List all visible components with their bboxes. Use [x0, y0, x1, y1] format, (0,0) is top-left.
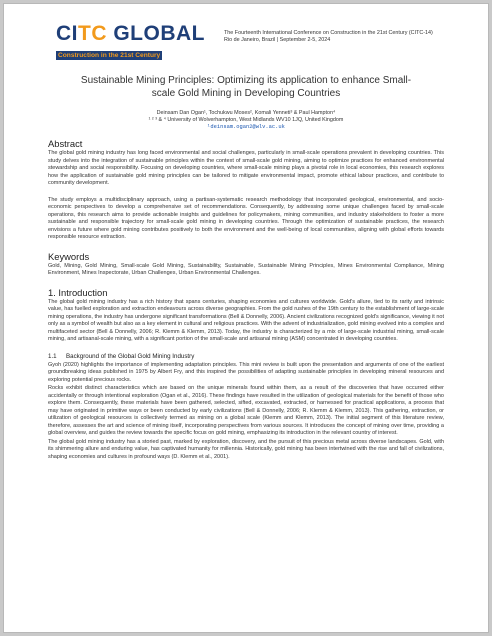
abstract-paragraph-2: The study employs a multidisciplinary approach, using a partisan-systematic research methodology that incorporated geological, environmental, and socio-economic perspectives to develop a comprehensive set of recommendations. Consequently, by addressing some unique challenges faced by small-scale operations, this research aims to provide actionable insights and guidelines for policymakers, mining communities, and industry stakeholders to foster a more sustainable and responsible trajectory for small-scale gold mining in developing countries. Through the optimization of sustainable practices, the research envisions a future where gold mining contributes positively to both the environment and the well-being of local communities, aligning with global efforts towards responsible resource extraction.	[48, 196, 444, 240]
keywords-heading: Keywords	[48, 250, 90, 262]
conference-location-date: Rio de Janeiro, Brazil | September 2-5, 2024	[224, 37, 331, 43]
logo-tagline: Construction in the 21st Century	[58, 52, 161, 59]
section-1-1-paragraph-2: Rocks exhibit distinct characteristics which are based on the unique minerals found within them, as a result of the discoveries that have occurred either accidentally or through intentional exploration (Ogan et al., 2016). These findings have resulted in the utilization of geological materials for the benefit of those who explore them. Consequently, these materials have been gathered, selected, sifted, excavated, extracted, or harnessed for practical applications, a process that may have originated in primitive ways or been conducted by early civilizations (Bell & Donnelly, 2006; R. Klemm & Klemm, 2013). This gathering, extraction, or utilization of geological resources is collectively termed as mining on a global scale (Klemm and Klemm, 2013). The initial segment of this literature review, therefore, assesses the art and science of mining itself, incorporating perspectives from various sources. It introduces the concept of mining over time, providing a global overview, and guides the review towards the specific focus on gold mining, emphasizing its introduction in the relevant country of interest.	[48, 385, 444, 436]
abstract-paragraph-1: The global gold mining industry has long faced environmental and social challenges, particularly in small-scale operations prevalent in developing countries. This study delves into the integration of sustainable principles within the context of small-scale gold mining, aiming to optimize practices for enhanced environmental stewardship and social responsibility. Focusing on developing countries, where small-scale mining plays a pivotal role in local economies, this research explores how the application of sustainable gold mining principles can be tailored to mitigate environmental impact, promote ethical labour practices, and contribute to community development.	[48, 150, 444, 186]
logo-wordmark: CITC GLOBAL	[56, 22, 205, 45]
section-1-1-heading	[48, 353, 444, 361]
author-names: Deinsam Dan Ogan¹, Tochukwu Moses², Komali Yenneti³ & Paul Hampton⁴	[156, 110, 336, 116]
keywords-text: Gold, Mining, Gold Mining, Small-scale Gold Mining, Sustainability, Sustainable, Sustainable Mining Principles, Mines Environmental Compliance, Mining Environment, Mines Inspectorate, Urban Challenges, Urban Environmental Challenges.	[48, 262, 444, 276]
author-affiliation: ¹ ² ³ & ⁴ University of Wolverhampton, West Midlands WV10 1JQ, United Kingdom	[148, 117, 344, 123]
section-1-1-paragraph-3: The global gold mining industry has a storied past, marked by exploration, discovery, and the pursuit of this precious metal across diverse landscapes. Gold, with its shimmering allure and enduring value, has captivated humanity for millennia. Historically, gold mining has been intertwined with the rise and fall of civilizations, shaping economies and cultures in profound ways (D. Klemm et al., 2001).	[48, 438, 444, 460]
introduction-heading: 1. Introduction	[48, 286, 108, 298]
section-1-1-paragraph-1: Gyoh (2020) highlights the importance of implementing adaptation principles. This mini review is built upon the presentation and arguments of one of the earliest groundbreaking ideas published in 1975 by Albert Fry, and this inspired the possibilities of adapting sustainable principles in developing mineral resources and exploring potential precious rocks.	[48, 361, 444, 383]
conference-name: The Fourteenth International Conference on Construction in the 21st Century (CITC-14)	[224, 30, 433, 36]
section-number: 1.1	[48, 352, 57, 360]
author-block	[48, 110, 444, 131]
abstract-heading: Abstract	[48, 138, 83, 149]
author-email-link[interactable]: ¹deinsam.ogan2@wlv.ac.uk	[207, 124, 285, 130]
citc-global-logo	[56, 24, 206, 62]
paper-title: Sustainable Mining Principles: Optimizing its application to enhance Small-scale Gold Mining in Developing Countries	[80, 75, 412, 99]
page-header	[48, 18, 444, 58]
conference-info	[224, 30, 444, 44]
paper-page	[3, 3, 489, 633]
section-title: Background of the Global Gold Mining Industry	[66, 352, 195, 360]
introduction-paragraph-1: The global gold mining industry has a rich history that spans centuries, shaping economies and cultures worldwide. Gold's allure, tied to its rarity and intrinsic value, has fuelled exploration and extraction endeavours across diverse geographies. From the gold rushes of the 19th century to the establishment of large-scale mining operations, the industry has undergone significant transformations (Bell & Donnelly, 2006). Ancient civilizations recognized gold's significance, viewing it not only as a symbol of wealth but also as a key element in cultural and religious practices. With the advent of industrialization, gold mining evolved into a complex and multifaceted sector (Bell & Donnelly, 2006; R. Klemm & Klemm, 2013). Today, the industry is characterized by a mix of large-scale industrial mining, small-scale mining, and artisanal-scale mining, with a significant portion of the small-scale and artisanal mining (ASM) concentrated in developing countries.	[48, 298, 444, 342]
